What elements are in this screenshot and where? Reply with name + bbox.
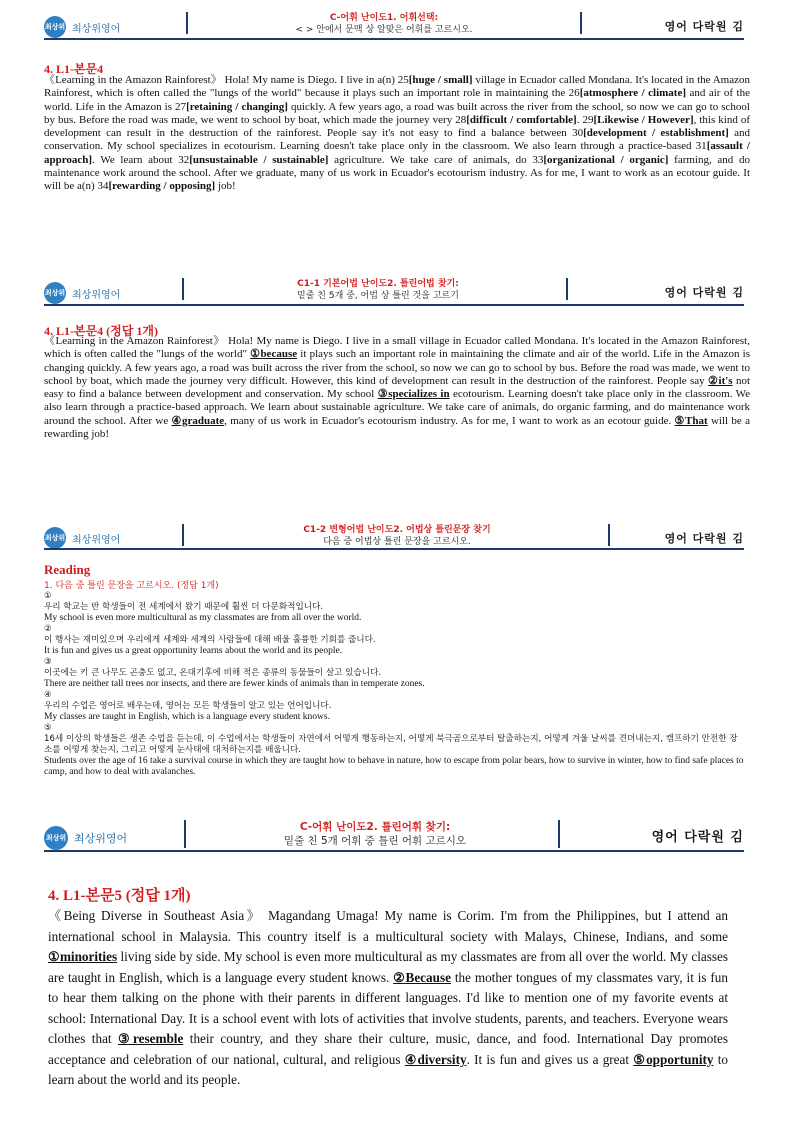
underlined-choice: ⑤opportunity (633, 1051, 714, 1067)
option-english: It is fun and gives us a great opportunity learns about the world and its people. (44, 646, 343, 656)
section-title: 4. L1-본문4 (44, 62, 104, 76)
option-english: My school is even more multicultural as my classmates are from all over the world. (44, 613, 362, 623)
header-rule (44, 38, 744, 40)
section-title: 4. L1-본문4 (정답 1개) (44, 324, 158, 338)
header-subtitle: < > 안에서 문맥 상 알맞은 어휘를 고르시오. (295, 25, 473, 35)
passage-text: will be a rewarding job! (44, 414, 750, 441)
header-3 (44, 524, 744, 548)
passage-text: job! (215, 180, 236, 193)
option-number: ⑤ (44, 723, 52, 733)
header-subtitle: 밑줄 친 5개 어휘 중 틀린 어휘 고르시오 (283, 835, 467, 847)
header-center (192, 820, 558, 848)
option-english: Students over the age of 16 take a survival course in which they are taught how to behave in nature, how to escape from polar bears, how to survive in winter, how to find safe places to camp, and how to deal with avalanches. (44, 756, 744, 777)
choice-bracket: [atmosphere / climate] (579, 87, 687, 100)
reading-title: Reading (44, 562, 91, 577)
choice-bracket: [organizational / organic] (543, 153, 669, 166)
option-item (44, 624, 744, 657)
option-korean: 이곳에는 키 큰 나무도 곤충도 없고, 온대기후에 비해 적은 종류의 동물들이 살고 있습니다. (44, 668, 382, 678)
passage-text: 《Learning in the Amazon Rainforest》 Hola! My name is Diego. I live in a small village in Ecuador called Mondana. It's located in the Amazon Rainforest, which is often called the "lungs of the world" (44, 335, 750, 361)
divider (182, 524, 184, 546)
underlined-choice: ②it's (708, 374, 733, 387)
underlined-choice: ①because (250, 348, 298, 361)
option-number: ① (44, 591, 52, 601)
header-center (190, 278, 566, 302)
option-number: ④ (44, 690, 52, 700)
header-title: C-어휘 난이도1. 어휘선택: (329, 13, 439, 23)
logo-icon: 최상위 (44, 16, 66, 38)
divider (186, 12, 188, 34)
passage-text: ecotourism. Learning doesn't take place only in the classroom. We also learn through a practice-based approach. We learn about sustainable agriculture. We take care of animals, do organic farming, and do maintenance work around the school. After we (44, 388, 750, 427)
choice-bracket: [development / establishment] (583, 127, 729, 140)
option-english: There are neither tall trees nor insects, and there are fewer kinds of animals than in temperate zones. (44, 679, 425, 689)
passage-text: 《Learning in the Amazon Rainforest》 Hola! My name is Diego. I live in a(n) 25 (44, 74, 409, 86)
question-text: 1. 다음 중 틀린 문장을 고르시오. (정답 1개) (44, 581, 219, 591)
passage-text: . We learn about 32 (92, 153, 190, 166)
option-item (44, 657, 744, 690)
teacher-name: 영어 다락원 김 (664, 286, 744, 299)
option-korean: 이 행사는 재미있으며 우리에게 세계와 세계의 사람들에 대해 배울 훌륭한 기회를 줍니다. (44, 635, 376, 645)
passage-text: and conservation. My school specializes in ecotourism. Learning doesn't take place only in the classroom. We also learn through a practice-based 31 (44, 127, 750, 153)
passage-text: their country, and they share their culture, music, dance, and food. International Day promotes acceptance and celebration of our national, cultural, and religious (48, 1031, 728, 1067)
choice-bracket: [unsustainable / sustainable] (189, 153, 329, 166)
logo (44, 826, 127, 850)
header-title: C-어휘 난이도2. 틀린어휘 찾기: (299, 821, 451, 833)
teacher-name: 영어 다락원 김 (664, 20, 744, 33)
header-1 (44, 12, 744, 38)
logo-text: 최상위영어 (72, 23, 121, 35)
passage-text: , many of us work in Ecuador's ecotourism industry. As for me, I want to work as an ecotour guide. (224, 414, 675, 427)
header-rule (44, 548, 744, 550)
underlined-choice: ①minorities (48, 949, 118, 964)
option-item (44, 591, 744, 624)
choice-bracket: [difficult / comfortable] (466, 113, 577, 126)
passage-text: it plays such an important role in maintaining the climate and air of the world. Life in the Amazon is changing quickly. A few years ago, a road was built across the river from the school, so now we can go to school by bus. Before the road was made, we went to school by boat, which made the journey very difficult. However, this kind of development can result in the destruction of the rainforest. People say (44, 348, 751, 387)
logo-text: 최상위영어 (74, 832, 128, 845)
divider (608, 524, 610, 546)
passage-text: living side by side. My school is even more multicultural as my classmates are from all over the world. My classes are taught in English, which is a language every student knows. (48, 949, 728, 985)
passage-text: and air of the world. Life in the Amazon is 27 (44, 87, 750, 113)
divider (182, 278, 184, 300)
section-title: 4. L1-본문5 (정답 1개) (48, 888, 191, 904)
choice-bracket: [huge / small] (408, 74, 473, 86)
choice-bracket: [Likewise / However] (593, 113, 694, 126)
logo-icon: 최상위 (44, 282, 66, 304)
passage-text: agriculture. We take care of animals, do 33 (328, 153, 544, 166)
header-subtitle: 밑줄 친 5개 중, 어법 상 틀린 것을 고르기 (297, 291, 459, 301)
underlined-choice: ③resemble (118, 1031, 184, 1046)
header-4 (44, 820, 744, 850)
passage-text: the mother tongues of my classmates vary, it is fun to hear them talking on the phone with their parents in different languages. I'd like to mention one of my favorite events at school: International Day. It is a school event with lots of activities that involve students, parents, and teachers. Everyone wears clothes that (48, 969, 728, 1046)
logo-icon: 최상위 (44, 826, 68, 850)
passage-text: farming, and do maintenance work around the school. After we graduate, many of us work in Ecuador's ecotourism industry. As for me, I want to work as an ecotour guide. It will be a(n) 34 (44, 153, 751, 193)
choice-bracket: [rewarding / opposing] (108, 180, 216, 193)
choice-bracket: [retaining / changing] (186, 100, 288, 113)
option-korean: 16세 이상의 학생들은 생존 수업을 듣는데, 이 수업에서는 학생들이 자연에서 어떻게 행동하는지, 어떻게 북극곰으로부터 탈출하는지, 어떻게 겨울 날씨를 견뎌내는지, 캠프하기 안전한 장소를 어떻게 찾는지, 그리고 어떻게 눈사태에 대처하는지를 배웁니다. (44, 734, 738, 755)
underlined-choice: ②Because (393, 969, 451, 985)
option-number: ② (44, 624, 52, 634)
option-korean: 우리 학교는 반 학생들이 전 세계에서 왔기 때문에 훨씬 더 다문화적입니다. (44, 602, 324, 612)
passage-text: quickly. A few years ago, a road was built across the river from the school, so now we can go to school by bus. Before the road was made, we went to school by boat, which made the journey very 28 (44, 100, 750, 126)
option-item (44, 690, 744, 723)
options-list (44, 591, 744, 778)
underlined-choice: ④diversity (404, 1051, 467, 1067)
underlined-choice: ③specializes in (377, 388, 450, 401)
option-korean: 우리의 수업은 영어로 배우는데, 영어는 모든 학생들이 알고 있는 언어입니다. (44, 701, 332, 711)
passage-2 (44, 335, 750, 441)
passage-text: 《Being Diverse in Southeast Asia》 Magandang Umaga! My name is Corim. I'm from the Philippines, but I attend an international school in Malaysia. This country itself is a multicultural society with Malays, Chinese, Indians, and some (48, 908, 728, 944)
header-rule (44, 850, 744, 852)
passage-text: , this kind of development can result in the destruction of the rainforest. People say it's not easy to find a balance between 30 (44, 113, 750, 140)
passage-text: village in Ecuador called Mondana. It's located in the Amazon Rainforest, which is often called the "lungs of the world" because it plays such an important role in maintaining the 26 (44, 74, 751, 100)
header-center (194, 12, 574, 36)
logo (44, 527, 120, 549)
header-title: C1-2 변형어법 난이도2. 어법상 틀린문장 찾기 (303, 525, 491, 535)
passage-1 (44, 74, 750, 194)
underlined-choice: ⑤That (674, 414, 708, 427)
teacher-name: 영어 다락원 김 (651, 830, 744, 845)
option-item (44, 723, 744, 778)
teacher-name: 영어 다락원 김 (664, 532, 744, 545)
header-2 (44, 278, 744, 304)
option-english: My classes are taught in English, which is a language every student knows. (44, 712, 330, 722)
header-subtitle: 다음 중 어법상 틀린 문장을 고르시오. (323, 537, 471, 547)
header-title: C1-1 기본어법 난이도2. 틀린어법 찾기: (297, 279, 459, 289)
divider (184, 820, 186, 848)
passage-text: . It is fun and gives us a great (466, 1051, 634, 1067)
option-number: ③ (44, 657, 52, 667)
logo-text: 최상위영어 (72, 534, 121, 546)
passage-text: not easy to find a balance between development and conservation. My school (44, 374, 750, 401)
logo (44, 16, 120, 38)
logo (44, 282, 120, 304)
choice-bracket: [assault / approach] (44, 140, 750, 166)
divider (566, 278, 568, 300)
header-rule (44, 304, 744, 306)
logo-text: 최상위영어 (72, 289, 121, 301)
logo-icon: 최상위 (44, 527, 66, 549)
header-center (190, 524, 604, 548)
underlined-choice: ④graduate (171, 414, 225, 427)
passage-3 (48, 906, 728, 1091)
passage-text: . 29 (576, 113, 594, 126)
divider (558, 820, 560, 848)
passage-text: to learn about the world and its people. (48, 1051, 728, 1087)
divider (580, 12, 582, 34)
